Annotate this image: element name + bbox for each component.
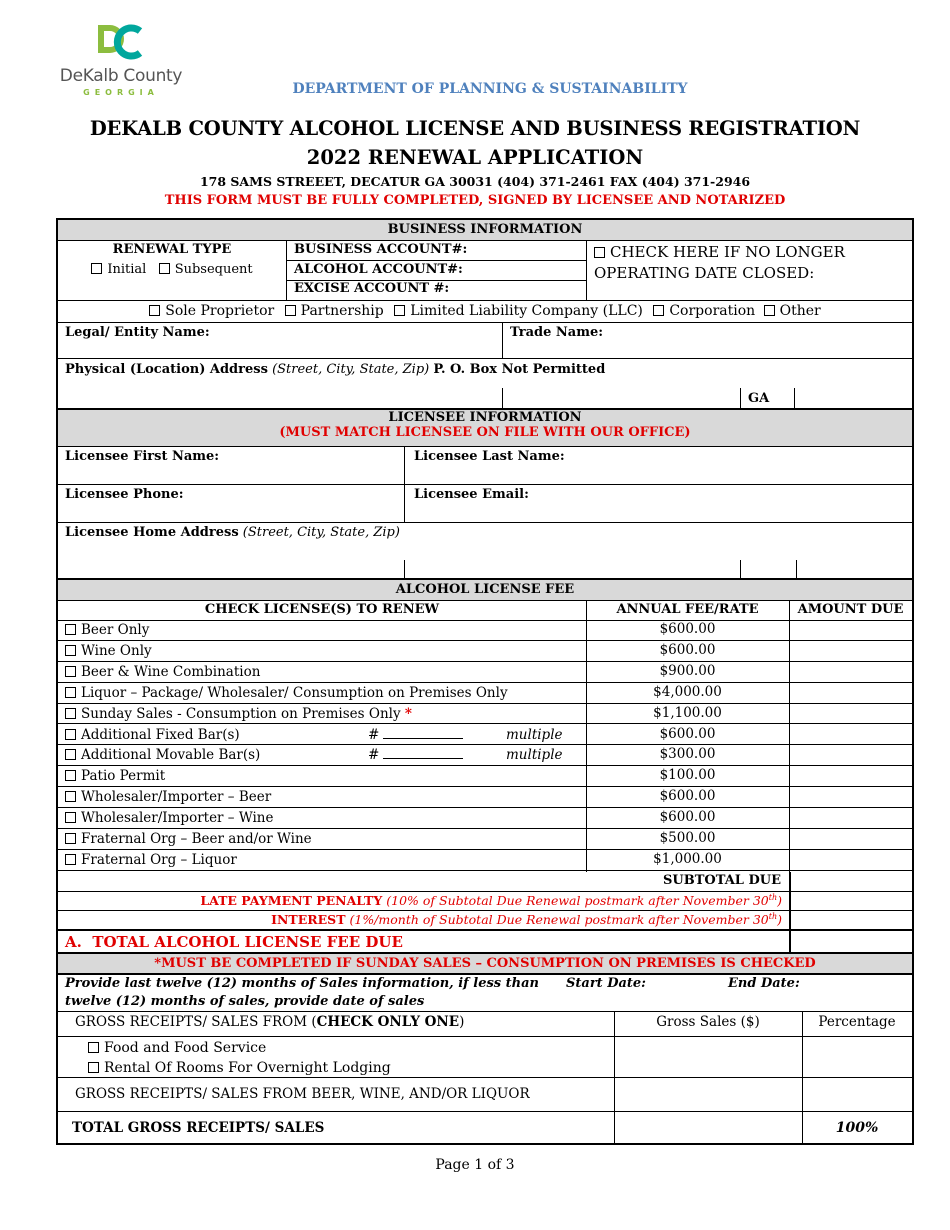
- licensee-last-name-label: Licensee Last Name:: [414, 449, 565, 464]
- amount-due-cell[interactable]: [790, 829, 912, 850]
- fee-row: [58, 850, 912, 871]
- amount-due-cell[interactable]: [790, 850, 912, 871]
- fee-row-license: [65, 831, 312, 847]
- alcohol-account-label: ALCOHOL ACCOUNT#:: [294, 262, 463, 277]
- entity-type-options: [58, 303, 912, 319]
- lodging-checkbox[interactable]: [88, 1062, 99, 1073]
- page-number: Page 1 of 3: [435, 1157, 515, 1173]
- late-penalty-label: LATE PAYMENT PENALTY: [200, 893, 383, 909]
- licensee-email-label: Licensee Email:: [414, 487, 529, 502]
- licensee-phone-label: Licensee Phone:: [65, 487, 184, 502]
- license-checkbox[interactable]: [65, 729, 76, 740]
- fee-row: [58, 766, 912, 787]
- late-payment-penalty: [58, 893, 782, 908]
- gross-from-prefix: GROSS RECEIPTS/ SALES FROM (: [75, 1014, 317, 1030]
- percentage-col: Percentage: [818, 1014, 896, 1030]
- office-address: 178 SAMS STREEET, DECATUR GA 30031 (404) 371-2461 FAX (404) 371-2946: [199, 174, 751, 189]
- provide-sales-line1: Provide last twelve (12) months of Sales information, if less than: [65, 976, 539, 991]
- license-checkbox[interactable]: [65, 666, 76, 677]
- multiple-label: multiple: [506, 726, 563, 743]
- fee-row-license: [65, 706, 412, 722]
- fee-row: [58, 641, 912, 662]
- license-checkbox[interactable]: [65, 624, 76, 635]
- license-label: Beer & Wine Combination: [81, 663, 261, 680]
- entity-type-option: Partnership: [300, 303, 384, 319]
- home-address-label: [65, 525, 400, 540]
- logo-name: DeKalb County: [59, 66, 183, 86]
- physical-address-label: [65, 362, 605, 377]
- license-checkbox[interactable]: [65, 854, 76, 865]
- licensee-first-name-label: Licensee First Name:: [65, 449, 220, 464]
- fee-row-license: [65, 747, 260, 763]
- fee-row-license: [65, 852, 237, 868]
- bar-count-field[interactable]: [368, 727, 463, 743]
- license-label: Wholesaler/Importer – Wine: [81, 810, 274, 827]
- no-longer-operating: [594, 243, 845, 261]
- fee-row: [58, 745, 912, 766]
- fee-row-license: [65, 789, 271, 805]
- license-checkbox[interactable]: [65, 770, 76, 781]
- fee-row-fee: $100.00: [659, 767, 716, 784]
- fee-row: [58, 787, 912, 808]
- entity-type-option: Limited Liability Company (LLC): [410, 303, 643, 319]
- sunday-sales-band: *MUST BE COMPLETED IF SUNDAY SALES – CONSUMPTION ON PREMISES IS CHECKED: [58, 954, 912, 973]
- sunday-asterisk: *: [404, 705, 412, 722]
- amount-due-cell[interactable]: [790, 704, 912, 725]
- excise-account-label: EXCISE ACCOUNT #:: [294, 281, 450, 296]
- col-license-header: CHECK LICENSE(S) TO RENEW: [204, 602, 440, 617]
- fee-row: [58, 704, 912, 725]
- interest-row: [58, 912, 782, 927]
- license-label: Fraternal Org – Beer and/or Wine: [81, 831, 312, 847]
- state-ga: GA: [748, 391, 770, 406]
- late-penalty-th: th: [768, 893, 778, 902]
- fee-row-fee: $1,000.00: [653, 850, 722, 867]
- fee-row-fee: $500.00: [659, 830, 716, 846]
- license-label: Fraternal Org – Liquor: [81, 851, 237, 868]
- initial-label: Initial: [107, 262, 147, 277]
- alcohol-license-fee-band: ALCOHOL LICENSE FEE: [58, 580, 912, 600]
- license-label: Liquor – Package/ Wholesaler/ Consumption on Premises Only: [81, 684, 508, 701]
- licensee-band-note: (MUST MATCH LICENSEE ON FILE WITH OUR OFFICE): [279, 425, 691, 440]
- home-address-title: Licensee Home Address: [65, 525, 239, 540]
- subtotal-label: SUBTOTAL DUE: [663, 873, 781, 888]
- no-longer-operating-label: CHECK HERE IF NO LONGER: [610, 243, 845, 261]
- license-label: Sunday Sales - Consumption on Premises Only: [81, 705, 401, 722]
- date-closed-label: OPERATING DATE CLOSED:: [594, 264, 815, 282]
- fee-row-fee: $600.00: [659, 788, 716, 805]
- fee-row-fee: $600.00: [659, 621, 716, 637]
- fee-row: [58, 808, 912, 829]
- interest-label: INTEREST: [271, 912, 346, 928]
- dekalb-county-logo: [56, 22, 186, 98]
- department-name: DEPARTMENT OF PLANNING & SUSTAINABILITY: [292, 81, 688, 97]
- fee-row-license: [65, 685, 508, 701]
- end-date-label: End Date:: [728, 976, 800, 991]
- late-penalty-note: (10% of Subtotal Due Renewal postmark after November 30: [386, 893, 769, 909]
- subsequent-checkbox[interactable]: [159, 263, 170, 274]
- fee-row-license: [65, 622, 149, 638]
- no-longer-operating-checkbox[interactable]: [594, 247, 605, 258]
- logo-state: GEORGIA: [83, 88, 159, 97]
- license-label: Beer Only: [81, 622, 150, 638]
- license-label: Patio Permit: [81, 768, 166, 785]
- fee-row-license: [65, 810, 274, 826]
- license-checkbox[interactable]: [65, 687, 76, 698]
- amount-due-cell[interactable]: [790, 683, 912, 704]
- total-fee-due: [65, 933, 403, 951]
- license-label: Wholesaler/Importer – Beer: [81, 789, 272, 806]
- col-fee-header: ANNUAL FEE/RATE: [616, 602, 759, 617]
- license-checkbox[interactable]: [65, 749, 76, 760]
- gross-from-suffix: ): [459, 1014, 465, 1030]
- lodging-label: Rental Of Rooms For Overnight Lodging: [104, 1060, 391, 1076]
- dc-logo-icon: [96, 22, 146, 62]
- license-label: Wine Only: [81, 642, 152, 659]
- amount-due-cell[interactable]: [790, 662, 912, 683]
- trade-name-label: Trade Name:: [510, 325, 604, 340]
- lodging-option: [88, 1060, 391, 1076]
- fee-row: [58, 725, 912, 746]
- interest-th: th: [768, 912, 778, 921]
- amount-due-cell[interactable]: [790, 641, 912, 662]
- fee-row-license: [65, 768, 165, 784]
- start-date-label: Start Date:: [566, 976, 646, 991]
- check-only-one: CHECK ONLY ONE: [316, 1014, 460, 1030]
- multiple-label: multiple: [506, 747, 563, 764]
- total-fee-label: TOTAL ALCOHOL LICENSE FEE DUE: [92, 933, 403, 951]
- fee-row-fee: $300.00: [659, 746, 716, 763]
- beer-wine-liquor-row: GROSS RECEIPTS/ SALES FROM BEER, WINE, AND/OR LIQUOR: [75, 1086, 530, 1102]
- fee-row-fee: $600.00: [659, 725, 716, 742]
- food-service-label: Food and Food Service: [104, 1040, 267, 1056]
- initial-checkbox[interactable]: [91, 263, 102, 274]
- amount-due-cell[interactable]: [790, 745, 912, 766]
- subsequent-label: Subsequent: [174, 262, 253, 277]
- hash-label: #: [368, 726, 380, 743]
- physical-address-hint: (Street, City, State, Zip): [272, 362, 430, 377]
- renewal-type-options: [58, 262, 286, 277]
- fee-row-fee: $1,100.00: [653, 704, 722, 721]
- license-checkbox[interactable]: [65, 812, 76, 823]
- interest-close: ): [777, 912, 782, 928]
- sole-proprietor-checkbox[interactable]: [149, 305, 160, 316]
- bar-count-field[interactable]: [368, 747, 463, 763]
- license-checkbox[interactable]: [65, 645, 76, 656]
- form-title: DEKALB COUNTY ALCOHOL LICENSE AND BUSINESS REGISTRATION: [89, 117, 861, 140]
- legal-name-label: Legal/ Entity Name:: [65, 325, 210, 340]
- entity-type-option: Other: [779, 303, 821, 319]
- home-address-hint: (Street, City, State, Zip): [242, 525, 400, 540]
- business-account-label: BUSINESS ACCOUNT#:: [294, 242, 468, 257]
- gross-sales-col: Gross Sales ($): [656, 1014, 760, 1030]
- total-gross-percentage: 100%: [835, 1120, 879, 1136]
- fee-row-license: [65, 727, 240, 743]
- fee-row-fee: $600.00: [659, 809, 716, 826]
- physical-address-title: Physical (Location) Address: [65, 362, 268, 377]
- late-penalty-close: ): [777, 893, 782, 909]
- partnership-checkbox[interactable]: [285, 305, 296, 316]
- fee-row-fee: $600.00: [659, 641, 716, 658]
- fee-row: [58, 829, 912, 850]
- amount-due-cell[interactable]: [790, 787, 912, 808]
- llc-checkbox[interactable]: [394, 305, 405, 316]
- business-information-band: BUSINESS INFORMATION: [58, 220, 912, 240]
- renewal-type-label: RENEWAL TYPE: [112, 242, 232, 257]
- license-label: Additional Fixed Bar(s): [81, 726, 240, 743]
- license-label: Additional Movable Bar(s): [81, 747, 261, 764]
- application-form: [56, 218, 914, 1145]
- food-service-checkbox[interactable]: [88, 1042, 99, 1053]
- po-box-note: P. O. Box Not Permitted: [433, 362, 606, 377]
- entity-type-option: Sole Proprietor: [165, 303, 275, 319]
- fee-row-fee: $4,000.00: [653, 683, 722, 700]
- col-amount-due-header: AMOUNT DUE: [797, 602, 904, 617]
- license-checkbox[interactable]: [65, 791, 76, 802]
- license-checkbox[interactable]: [65, 708, 76, 719]
- notarize-warning: THIS FORM MUST BE FULLY COMPLETED, SIGNED BY LICENSEE AND NOTARIZED: [164, 193, 786, 208]
- license-checkbox[interactable]: [65, 833, 76, 844]
- provide-sales-line2: twelve (12) months of sales, provide date of sales: [65, 994, 425, 1009]
- licensee-information-band: [58, 410, 912, 446]
- entity-type-option: Corporation: [669, 303, 756, 319]
- hash-label: #: [368, 747, 380, 764]
- fee-row: [58, 620, 912, 641]
- amount-due-cell[interactable]: [790, 808, 912, 829]
- other-checkbox[interactable]: [764, 305, 775, 316]
- food-service-option: [88, 1040, 266, 1056]
- fee-row: [58, 662, 912, 683]
- corporation-checkbox[interactable]: [653, 305, 664, 316]
- interest-note: (1%/month of Subtotal Due Renewal postmark after November 30: [349, 912, 769, 928]
- amount-due-cell[interactable]: [790, 766, 912, 787]
- licensee-band-title: LICENSEE INFORMATION: [388, 410, 582, 425]
- form-subtitle: 2022 RENEWAL APPLICATION: [306, 146, 644, 169]
- amount-due-cell[interactable]: [790, 725, 912, 746]
- gross-from-header: [75, 1014, 464, 1030]
- total-gross-label: TOTAL GROSS RECEIPTS/ SALES: [72, 1120, 325, 1136]
- amount-due-cell[interactable]: [790, 620, 912, 641]
- fee-row: [58, 683, 912, 704]
- total-fee-letter: A.: [65, 933, 82, 951]
- fee-row-license: [65, 664, 260, 680]
- fee-row-fee: $900.00: [659, 662, 716, 679]
- fee-row-license: [65, 643, 152, 659]
